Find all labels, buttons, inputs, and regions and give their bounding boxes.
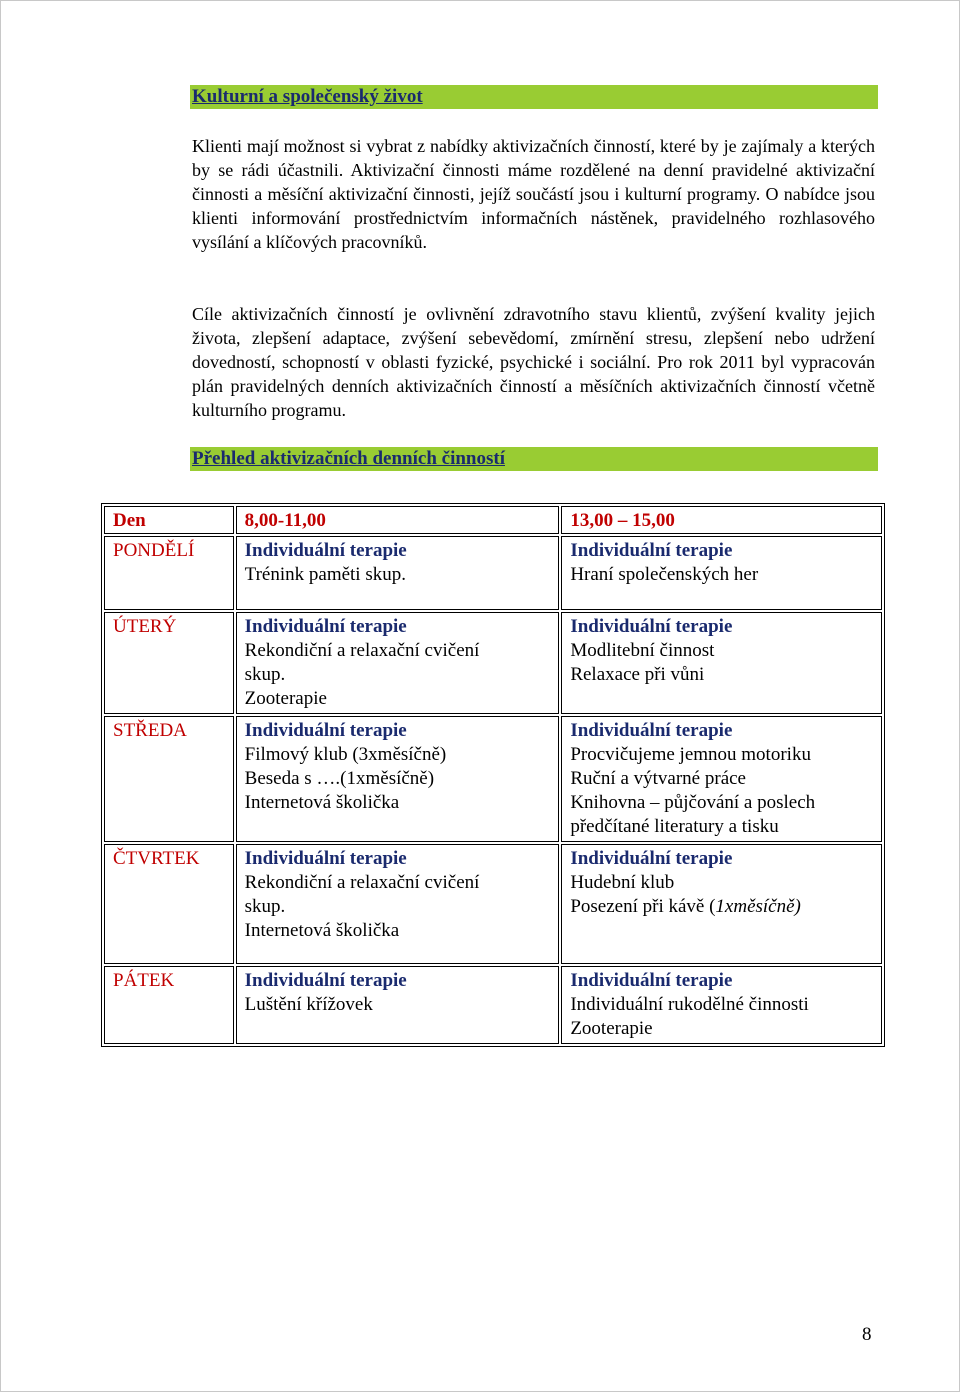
- activity-item: Filmový klub (3xměsíčně): [244, 744, 447, 765]
- day-label: ÚTERÝ: [113, 616, 177, 637]
- morning-cell: [236, 844, 560, 964]
- day-label: PÁTEK: [113, 970, 175, 991]
- afternoon-cell: [561, 844, 882, 964]
- activity-item: Knihovna – půjčování a poslech předčítané literatury a tisku: [570, 792, 816, 837]
- morning-cell: [236, 966, 560, 1044]
- activity-item-coffee-prefix: Posezení při kávě (: [570, 896, 716, 917]
- day-cell: [104, 536, 234, 610]
- morning-cell: [236, 612, 560, 714]
- table-row: [104, 536, 882, 610]
- day-label: PONDĚLÍ: [113, 540, 195, 561]
- activity-item: Ruční a výtvarné práce: [570, 768, 746, 789]
- schedule-table: [101, 503, 885, 1047]
- activity-item: Relaxace při vůni: [570, 664, 705, 685]
- header-morning: 8,00-11,00: [236, 506, 560, 534]
- activity-item: Zooterapie: [244, 688, 327, 709]
- activity-title: Individuální terapie: [244, 848, 407, 869]
- activity-item: Procvičujeme jemnou motoriku: [570, 744, 811, 765]
- section-heading-overview: [190, 447, 878, 471]
- activity-item: Internetová školička: [244, 920, 400, 941]
- day-label: STŘEDA: [113, 720, 187, 741]
- day-cell: [104, 612, 234, 714]
- activity-title: Individuální terapie: [244, 540, 407, 561]
- activity-item: Individuální rukodělné činnosti: [570, 994, 809, 1015]
- section-heading-culture: [190, 85, 878, 109]
- activity-item: Hraní společenských her: [570, 564, 759, 585]
- activity-item: Luštění křížovek: [244, 994, 373, 1015]
- activity-item-coffee: [570, 895, 875, 919]
- activity-title: Individuální terapie: [570, 720, 733, 741]
- activity-title: Individuální terapie: [244, 616, 407, 637]
- day-cell: [104, 844, 234, 964]
- activity-item: Beseda s ….(1xměsíčně): [244, 768, 435, 789]
- activity-title: Individuální terapie: [244, 720, 407, 741]
- section-heading-overview-text: Přehled aktivizačních denních činností: [192, 448, 505, 469]
- activity-item: skup.: [244, 896, 286, 917]
- afternoon-cell: [561, 966, 882, 1044]
- activity-title: Individuální terapie: [570, 970, 733, 991]
- table-row: [104, 844, 882, 964]
- activity-item: Modlitební činnost: [570, 640, 715, 661]
- activity-title: Individuální terapie: [570, 616, 733, 637]
- paragraph-activities-offer: Klienti mají možnost si vybrat z nabídky aktivizačních činností, které by je zajímaly a kterých by se rádi účastnili. Aktivizační činnosti máme rozdělené na denní pravidelné aktivizační činnosti a měsíční aktivizační činnosti, jejíž součástí jsou i kulturní programy. O nabídce jsou klienti informování prostřednictvím informačních nástěnek, pravidelného rozhlasového vysílání a klíčových pracovníků.: [192, 136, 875, 252]
- afternoon-cell: [561, 536, 882, 610]
- header-afternoon: 13,00 – 15,00: [561, 506, 882, 534]
- activity-item: Zooterapie: [570, 1018, 653, 1039]
- activity-item: Trénink paměti skup.: [244, 564, 406, 585]
- activity-item: Rekondiční a relaxační cvičení: [244, 872, 480, 893]
- activity-title: Individuální terapie: [570, 540, 733, 561]
- table-header-row: [104, 506, 882, 534]
- activity-item-coffee-frequency: 1xměsíčně): [715, 896, 801, 917]
- table-row: [104, 966, 882, 1044]
- page-number: 8: [862, 1324, 872, 1345]
- table-row: [104, 716, 882, 842]
- afternoon-cell: [561, 612, 882, 714]
- day-label: ČTVRTEK: [113, 848, 200, 869]
- table-row: [104, 612, 882, 714]
- activity-item: Rekondiční a relaxační cvičení: [244, 640, 480, 661]
- activity-item: Internetová školička: [244, 792, 400, 813]
- morning-cell: [236, 716, 560, 842]
- section-heading-culture-text: Kulturní a společenský život: [192, 86, 423, 107]
- morning-cell: [236, 536, 560, 610]
- activity-item: skup.: [244, 664, 286, 685]
- paragraph-activities-goals: Cíle aktivizačních činností je ovlivnění zdravotního stavu klientů, zvýšení kvality jejich života, zlepšení adaptace, zvýšení sebevědomí, zmírnění stresu, zlepšení nebo udržení dovedností, schopností v oblasti fyzické, psychické i sociální. Pro rok 2011 byl vypracován plán pravidelných denních aktivizačních činností a měsíčních aktivizačních činností včetně kulturního programu.: [192, 304, 875, 420]
- activity-title: Individuální terapie: [570, 848, 733, 869]
- activity-title: Individuální terapie: [244, 970, 407, 991]
- day-cell: [104, 966, 234, 1044]
- day-cell: [104, 716, 234, 842]
- afternoon-cell: [561, 716, 882, 842]
- header-day: Den: [104, 506, 234, 534]
- activity-item: Hudební klub: [570, 872, 675, 893]
